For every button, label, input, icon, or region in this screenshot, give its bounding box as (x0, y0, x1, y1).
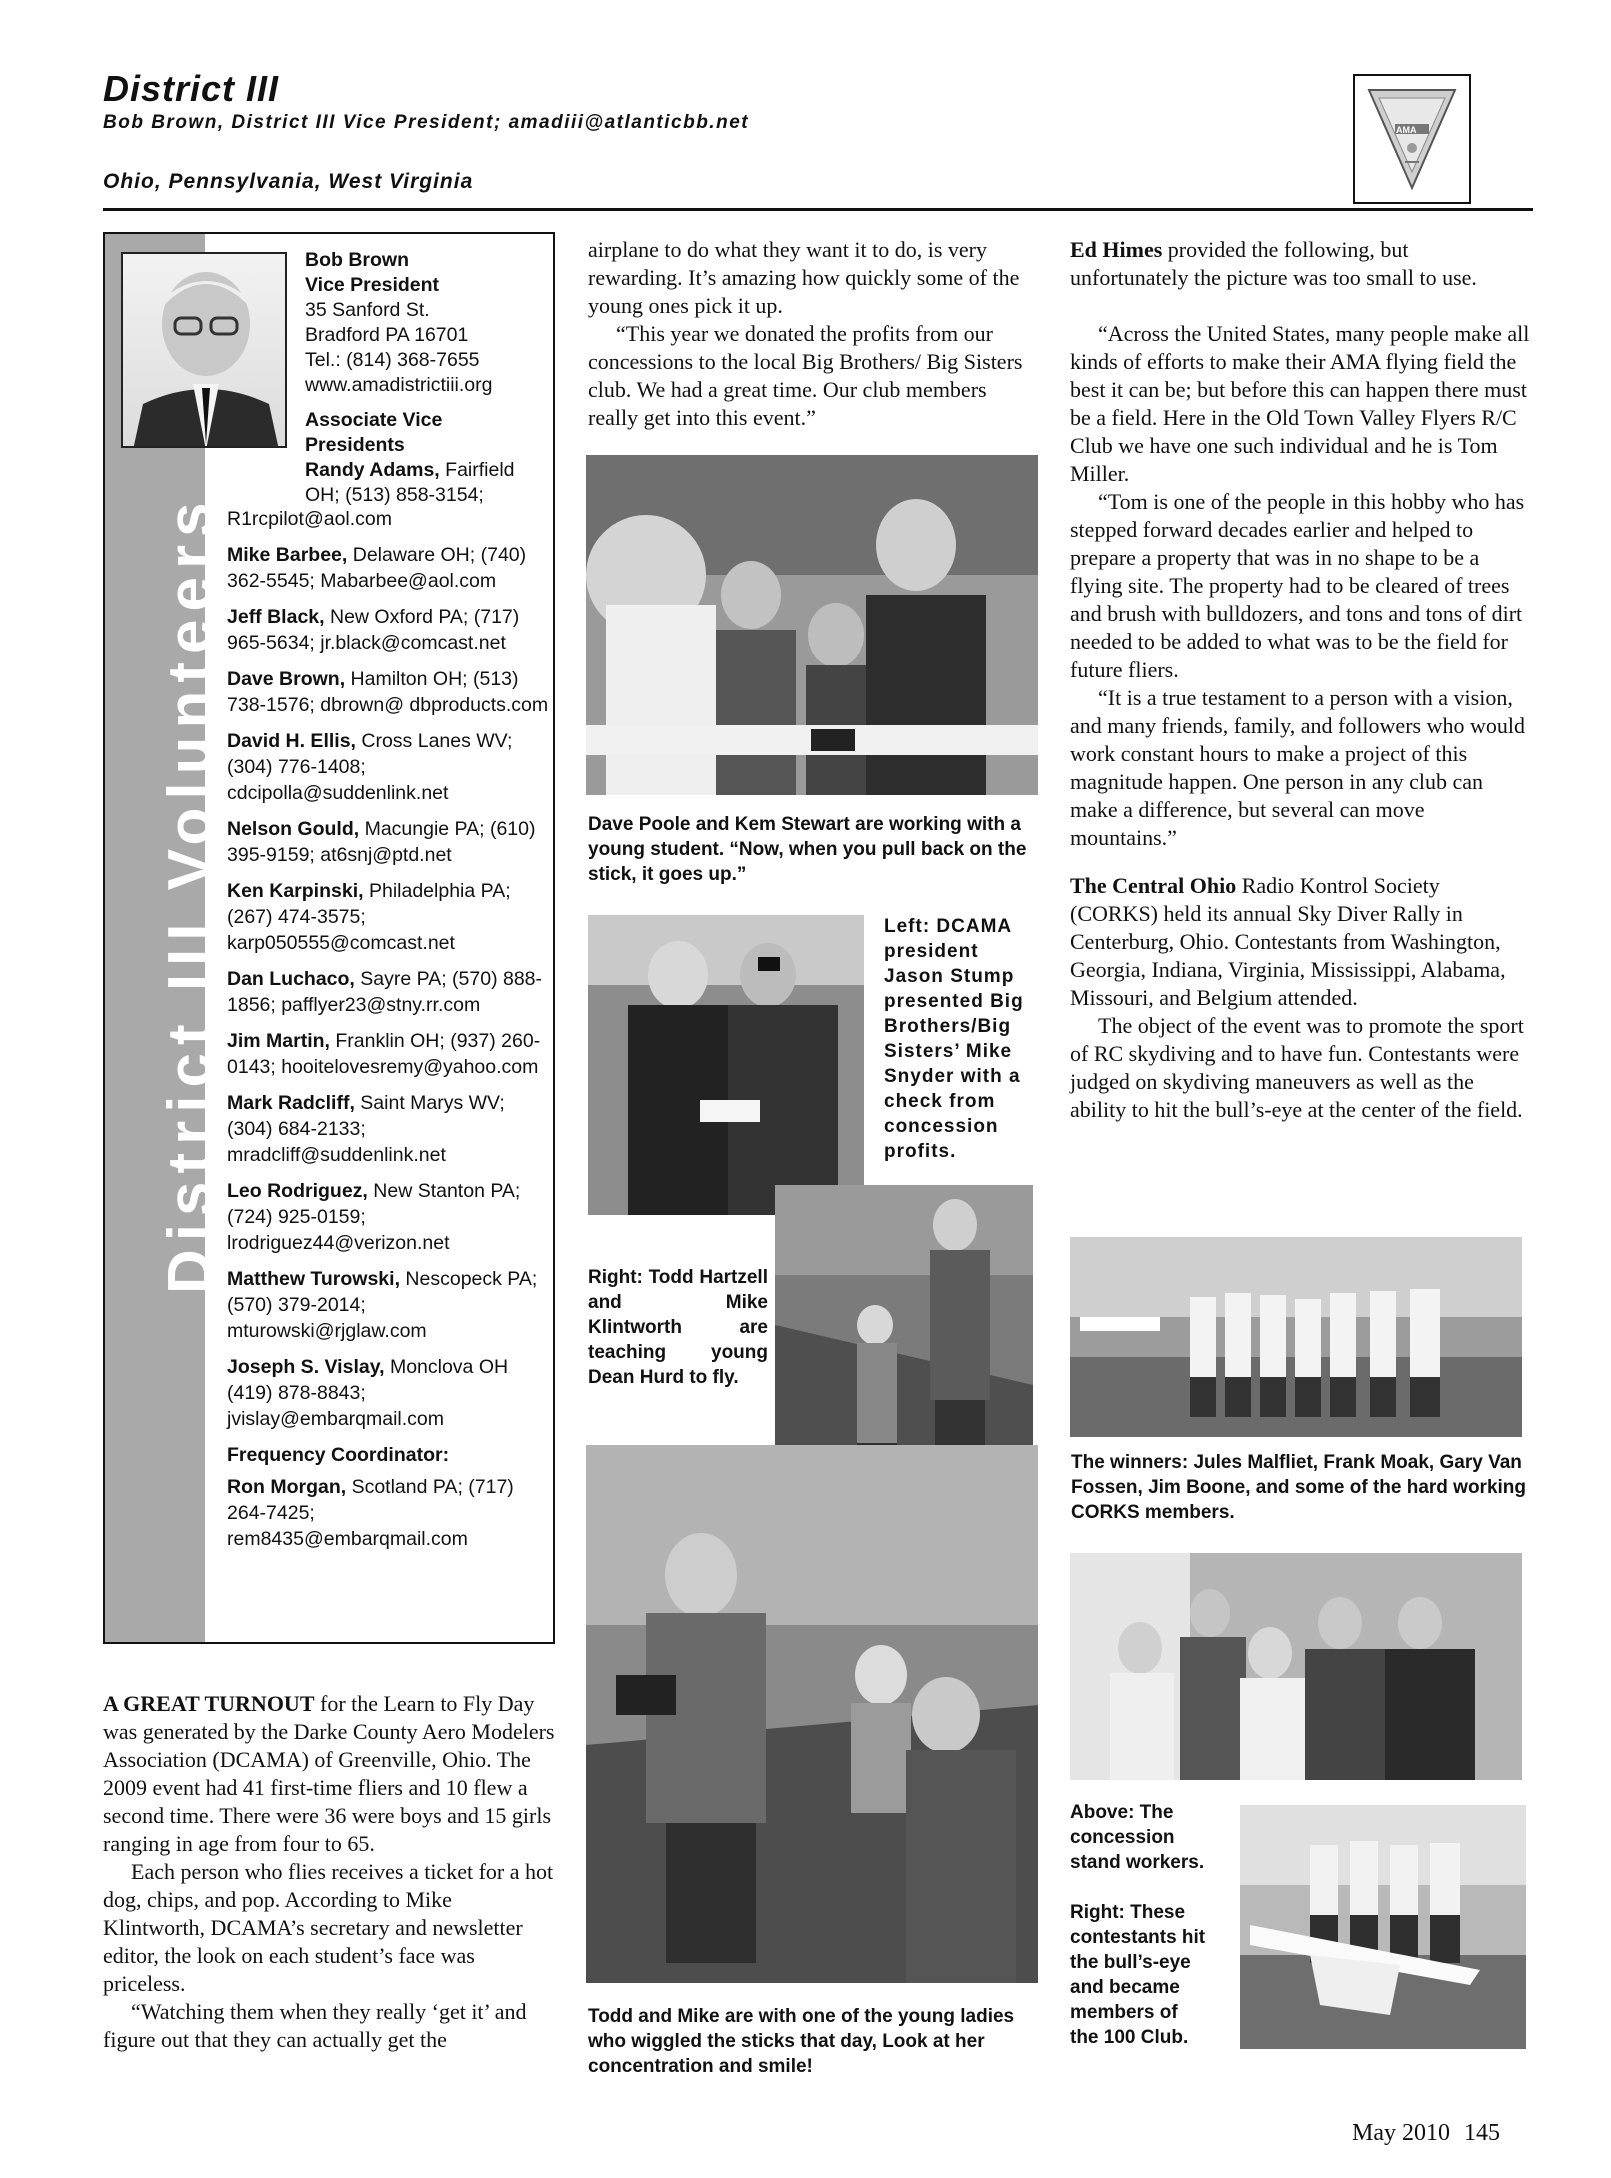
volunteer-entry: Dave Brown, Hamilton OH; (513) 738-1576; dbrown@ dbproducts.com (227, 668, 549, 716)
vp-title: Vice President (305, 274, 440, 296)
article-column-3 (1070, 236, 1532, 1124)
vp-website[interactable]: www.amadistrictiii.org (305, 374, 493, 396)
photo-students-working (586, 455, 1038, 795)
volunteer-entry: Matthew Turowski, Nescopeck PA; (570) 379-2014; mturowski@rjglaw.com (227, 1268, 538, 1342)
article-paragraph: airplane to do what they want it to do, is very rewarding. It’s amazing how quickly some of the young ones pick it up. (588, 237, 1020, 318)
district-states: Ohio, Pennsylvania, West Virginia (103, 170, 474, 193)
vp-portrait (121, 252, 287, 448)
vp-name: Bob Brown (305, 249, 409, 271)
vp-info (305, 248, 550, 508)
avp-first-entry (305, 458, 550, 508)
article-paragraph: “This year we donated the profits from our concessions to the local Big Brothers/ Big Sisters club. We had a great time. Our club members really get into this event.” (588, 321, 1023, 430)
caption-photo3: Right: Todd Hartzell and Mike Klintworth are teaching young Dean Hurd to fly. (588, 1267, 768, 1388)
article-column-2 (588, 236, 1040, 432)
district-logo (1353, 74, 1471, 204)
district-title: District III (103, 68, 280, 109)
article-paragraph: “Tom is one of the people in this hobby who has stepped forward decades earlier and helped to prepare a property that was in no shape to be a flying site. The property had to be cleared of trees and brush with bulldozers, and tons and tons of dirt needed to be added to what was to be the field for future fliers. (1070, 489, 1525, 682)
caption-photo4: Todd and Mike are with one of the young ladies who wiggled the sticks that day, Look at her concentration and smile! (588, 2006, 1015, 2077)
photo-winners (1070, 1237, 1522, 1437)
article-paragraph: “Across the United States, many people make all kinds of efforts to make their AMA flying field the best it can be; but before this can happen there must be a field. Here in the Old Town Valley Flyers R/C Club we have one such individual and he is Tom Miller. (1070, 321, 1530, 486)
avp-first-detail: Fairfield OH; (513) 858-3154; (305, 459, 515, 506)
vp-tel: Tel.: (814) 368-7655 (305, 349, 480, 371)
volunteers-box (103, 232, 555, 1644)
volunteer-entry: Jeff Black, New Oxford PA; (717) 965-5634; jr.black@comcast.net (227, 606, 520, 654)
district-emblem-icon (1365, 84, 1459, 194)
page-footer (1352, 2120, 1500, 2147)
volunteer-entry: Jim Martin, Franklin OH; (937) 260-0143; hooitelovesremy@yahoo.com (227, 1030, 541, 1078)
volunteer-entry: Ken Karpinski, Philadelphia PA; (267) 474-3575; karp050555@comcast.net (227, 880, 511, 954)
article-paragraph: Ed Himes provided the following, but unfortunately the picture was too small to use. (1070, 237, 1477, 290)
volunteer-entry: Leo Rodriguez, New Stanton PA; (724) 925-0159; lrodriguez44@verizon.net (227, 1180, 521, 1254)
caption-photo2: Left: DCAMA president Jason Stump presented Big Brothers/Big Sisters’ Mike Snyder with a check from concession profits. (884, 916, 1024, 1162)
volunteers-band-label: District III Volunteers (156, 494, 225, 1294)
volunteer-list (227, 506, 553, 1562)
vp-address2: Bradford PA 16701 (305, 324, 469, 346)
caption-photo5: The winners: Jules Malfliet, Frank Moak, Gary Van Fossen, Jim Boone, and some of the hard working CORKS members. (1071, 1452, 1527, 1523)
district-subtitle: Bob Brown, District III Vice President; amadiii@atlanticbb.net (103, 112, 750, 133)
issue-date: May 2010 (1352, 2120, 1450, 2146)
vp-address1: 35 Sanford St. (305, 299, 430, 321)
volunteer-entry: David H. Ellis, Cross Lanes WV; (304) 776-1408; cdcipolla@suddenlink.net (227, 730, 513, 804)
page-number: 145 (1464, 2120, 1500, 2146)
caption-photo1: Dave Poole and Kem Stewart are working with a young student. “Now, when you pull back on the stick, it goes up.” (588, 814, 1027, 885)
volunteer-entry: Nelson Gould, Macungie PA; (610) 395-9159; at6snj@ptd.net (227, 818, 536, 866)
article-paragraph: The Central Ohio Radio Kontrol Society (CORKS) held its annual Sky Diver Rally in Centerburg, Ohio. Contestants from Washington, Georgia, Indiana, Virginia, Mississippi, Alabama, Missouri, and Belgium attended. (1070, 873, 1506, 1010)
caption-photo6a: Above: The concession stand workers. (1070, 1802, 1205, 1873)
avp-first-name: Randy Adams, (305, 459, 440, 481)
lead-ed-himes: Ed Himes (1070, 237, 1163, 262)
article-paragraph: Each person who flies receives a ticket for a hot dog, chips, and pop. According to Mike Klintworth, DCAMA’s secretary and newsletter editor, the look on each student’s face was priceless. (103, 1859, 554, 1996)
caption-photo6b: Right: These contestants hit the bull’s-eye and became members of the 100 Club. (1070, 1902, 1206, 2048)
logo-text: AMA (1396, 125, 1417, 135)
volunteer-entry: Mike Barbee, Delaware OH; (740) 362-5545; Mabarbee@aol.com (227, 544, 527, 592)
avp-first-email: R1rcpilot@aol.com (227, 508, 393, 530)
volunteer-entry: Dan Luchaco, Sayre PA; (570) 888-1856; pafflyer23@stny.rr.com (227, 968, 543, 1016)
article-paragraph: “Watching them when they really ‘get it’ and figure out that they can actually get the (103, 1999, 527, 2052)
lead-central-ohio: The Central Ohio (1070, 873, 1237, 898)
article-paragraph: The object of the event was to promote the sport of RC skydiving and to have fun. Contestants were judged on skydiving maneuvers as well as the ability to hit the bull’s-eye at the center of the field. (1070, 1013, 1524, 1122)
header-rule (103, 208, 1533, 211)
photo-check-presentation (588, 915, 864, 1215)
photo-concession-workers (1070, 1553, 1522, 1780)
article-paragraph: “It is a true testament to a person with a vision, and many friends, family, and followers who would work constant hours to make a project of this magnitude happen. One person in any club can make a difference, but several can move mountains.” (1070, 685, 1525, 850)
lead-great-turnout: A GREAT TURNOUT (103, 1691, 315, 1716)
volunteer-entry: Joseph S. Vislay, Monclova OH (419) 878-8843; jvislay@embarqmail.com (227, 1356, 509, 1430)
photo-young-lady-flying (586, 1445, 1038, 1983)
article-paragraph: A GREAT TURNOUT for the Learn to Fly Day was generated by the Darke County Aero Modelers Association (DCAMA) of Greenville, Ohio. The 2009 event had 41 first-time fliers and 10 flew a second time. There were 36 were boys and 15 girls ranging in age from four to 65. (103, 1691, 555, 1856)
page-header (103, 68, 1533, 208)
avp-heading: Associate Vice Presidents (305, 409, 443, 456)
article-column-1 (103, 1690, 555, 2054)
freq-entry: Ron Morgan, Scotland PA; (717) 264-7425; rem8435@embarqmail.com (227, 1476, 514, 1550)
volunteer-entry: Mark Radcliff, Saint Marys WV; (304) 684-2133; mradcliff@suddenlink.net (227, 1092, 505, 1166)
photo-100-club (1240, 1805, 1526, 2049)
freq-heading: Frequency Coordinator: (227, 1444, 450, 1466)
